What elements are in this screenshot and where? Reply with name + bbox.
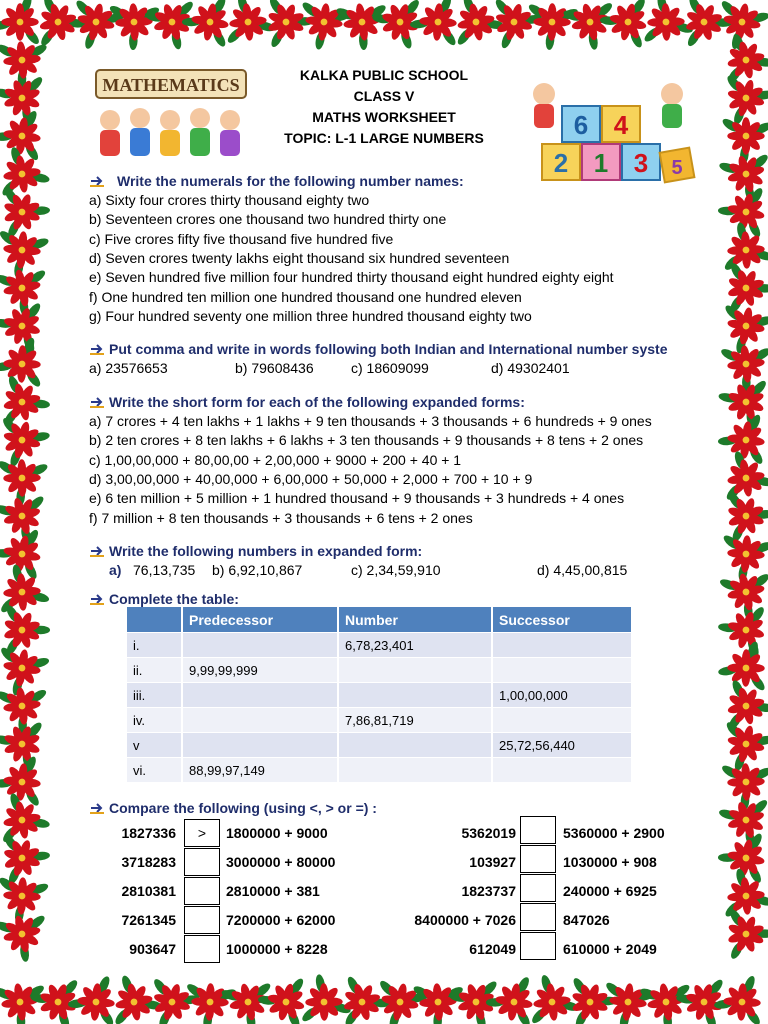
class-name: CLASS V <box>353 88 415 104</box>
compare-left-value: 1823737 <box>461 883 516 899</box>
compare-right-value: 1030000 + 908 <box>563 854 657 870</box>
table-cell[interactable] <box>182 733 338 758</box>
table-cell: iii. <box>127 683 182 708</box>
section-1-item: b) Seventeen crores one thousand two hundred thirty one <box>89 211 447 227</box>
block-4: 4 <box>613 110 629 140</box>
section-1-item: a) Sixty four crores thirty thousand eighty two <box>89 192 370 208</box>
table-cell[interactable] <box>492 633 632 658</box>
table-cell[interactable] <box>338 683 492 708</box>
table-row <box>127 708 632 733</box>
table-cell: vi. <box>127 758 182 783</box>
section-3-item: f) 7 million + 8 ten thousands + 3 thousands + 6 tens + 2 ones <box>89 510 473 526</box>
arrow-bullet-icon <box>89 544 105 558</box>
number-option: a) 23576653 <box>89 360 168 376</box>
table-cell: 25,72,56,440 <box>492 733 632 758</box>
number-option: d) 49302401 <box>491 360 570 376</box>
compare-answer-box[interactable] <box>184 848 220 876</box>
compare-left-value: 1827336 <box>121 825 176 841</box>
compare-answer-box[interactable] <box>184 935 220 963</box>
compare-left-value: 2810381 <box>121 883 176 899</box>
table-cell: 7,86,81,719 <box>338 708 492 733</box>
section-3-item: e) 6 ten million + 5 million + 1 hundred thousand + 9 thousands + 3 hundreds + 4 ones <box>89 490 625 506</box>
table-cell[interactable] <box>182 708 338 733</box>
compare-answer-box[interactable] <box>520 932 556 960</box>
block-5: 5 <box>671 157 683 179</box>
table-cell[interactable] <box>338 658 492 683</box>
table-row <box>127 683 632 708</box>
compare-right-value: 5360000 + 2900 <box>563 825 665 841</box>
compare-right-value: 610000 + 2049 <box>563 941 657 957</box>
number-option: b) 6,92,10,867 <box>212 562 303 578</box>
table-row <box>127 633 632 658</box>
compare-right-value: 2810000 + 381 <box>226 883 320 899</box>
arrow-bullet-icon <box>89 801 105 815</box>
table-cell: i. <box>127 633 182 658</box>
table-cell: iv. <box>127 708 182 733</box>
block-3: 3 <box>633 148 649 178</box>
section-3-title: Write the short form for each of the following expanded forms: <box>89 394 525 410</box>
table-cell: 88,99,97,149 <box>182 758 338 783</box>
compare-left-value: 612049 <box>469 941 516 957</box>
table-cell: 9,99,99,999 <box>182 658 338 683</box>
compare-answer-box[interactable] <box>520 845 556 873</box>
compare-left-value: 3718283 <box>121 854 176 870</box>
section-6-title: Compare the following (using <, > or =) : <box>89 800 377 816</box>
arrow-bullet-icon <box>89 342 105 356</box>
table-cell[interactable] <box>182 683 338 708</box>
arrow-bullet-icon <box>89 592 105 606</box>
arrow-bullet-icon <box>89 395 105 409</box>
number-option-label: a) <box>109 562 122 578</box>
number-option: b) 79608436 <box>235 360 314 376</box>
table-cell: v <box>127 733 182 758</box>
worksheet-title: MATHS WORKSHEET <box>312 109 456 125</box>
section-3-item: c) 1,00,00,000 + 80,00,00 + 2,00,000 + 9000 + 200 + 40 + 1 <box>89 452 462 468</box>
table-row <box>127 758 632 783</box>
table-cell[interactable] <box>492 758 632 783</box>
block-1: 1 <box>593 148 609 178</box>
compare-right-value: 3000000 + 80000 <box>226 854 336 870</box>
compare-right-value: 1800000 + 9000 <box>226 825 328 841</box>
number-option: d) 4,45,00,815 <box>537 562 628 578</box>
compare-answer-box[interactable] <box>520 874 556 902</box>
predecessor-successor-table <box>127 607 633 782</box>
compare-right-value: 7200000 + 62000 <box>226 912 336 928</box>
table-header-cell: Number <box>338 607 492 633</box>
table-header-cell: Successor <box>492 607 632 633</box>
table-cell: 1,00,00,000 <box>492 683 632 708</box>
compare-right-value: 1000000 + 8228 <box>226 941 328 957</box>
section-1-item: d) Seven crores twenty lakhs eight thousand six hundred seventeen <box>89 250 510 266</box>
number-option: c) 2,34,59,910 <box>351 562 441 578</box>
topic-title: TOPIC: L-1 LARGE NUMBERS <box>284 130 484 146</box>
compare-left-value: 5362019 <box>461 825 516 841</box>
section-3-item: b) 2 ten crores + 8 ten lakhs + 6 lakhs + 3 ten thousands + 9 thousands + 8 tens + 2 ones <box>89 432 644 448</box>
table-cell: 6,78,23,401 <box>338 633 492 658</box>
table-cell[interactable] <box>338 758 492 783</box>
arrow-bullet-icon <box>89 174 105 188</box>
table-header-cell <box>127 607 182 633</box>
section-2-title: Put comma and write in words following both Indian and International number syste <box>89 341 701 357</box>
compare-answer-box[interactable] <box>184 906 220 934</box>
section-1-item: c) Five crores fifty five thousand five hundred five <box>89 231 394 247</box>
section-1-item: g) Four hundred seventy one million three hundred thousand eighty two <box>89 308 532 324</box>
section-4-title: Write the following numbers in expanded form: <box>89 543 422 559</box>
compare-answer-box[interactable]: > <box>184 819 220 847</box>
section-3-item: d) 3,00,00,000 + 40,00,000 + 6,00,000 + 50,000 + 2,000 + 700 + 10 + 9 <box>89 471 533 487</box>
compare-left-value: 7261345 <box>121 912 176 928</box>
compare-left-value: 103927 <box>469 854 516 870</box>
school-name: KALKA PUBLIC SCHOOL <box>299 67 469 83</box>
table-row <box>127 658 632 683</box>
table-header-row <box>127 607 632 633</box>
compare-answer-box[interactable] <box>520 903 556 931</box>
table-cell[interactable] <box>492 658 632 683</box>
table-cell[interactable] <box>182 633 338 658</box>
table-cell: ii. <box>127 658 182 683</box>
section-3-item: a) 7 crores + 4 ten lakhs + 1 lakhs + 9 ten thousands + 3 thousands + 6 hundreds + 9 ones <box>89 413 652 429</box>
section-1-item: e) Seven hundred five million four hundred thirty thousand eight hundred eighty eight <box>89 269 614 285</box>
table-row <box>127 733 632 758</box>
compare-answer-box[interactable] <box>520 816 556 844</box>
section-1-item: f) One hundred ten million one hundred thousand one hundred eleven <box>89 289 522 305</box>
table-cell[interactable] <box>492 708 632 733</box>
number-option: c) 18609099 <box>351 360 429 376</box>
compare-right-value: 847026 <box>563 912 610 928</box>
section-5-title: Complete the table: <box>89 591 239 607</box>
table-cell[interactable] <box>338 733 492 758</box>
block-6: 6 <box>573 110 589 140</box>
number-option: 76,13,735 <box>133 562 196 578</box>
compare-left-value: 8400000 + 7026 <box>414 912 516 928</box>
compare-right-value: 240000 + 6925 <box>563 883 657 899</box>
logo-text: MATHEMATICS <box>102 75 240 95</box>
block-2: 2 <box>553 148 569 178</box>
compare-left-value: 903647 <box>129 941 176 957</box>
section-1-title: Write the numerals for the following number names: <box>89 173 464 189</box>
compare-answer-box[interactable] <box>184 877 220 905</box>
table-header-cell: Predecessor <box>182 607 338 633</box>
